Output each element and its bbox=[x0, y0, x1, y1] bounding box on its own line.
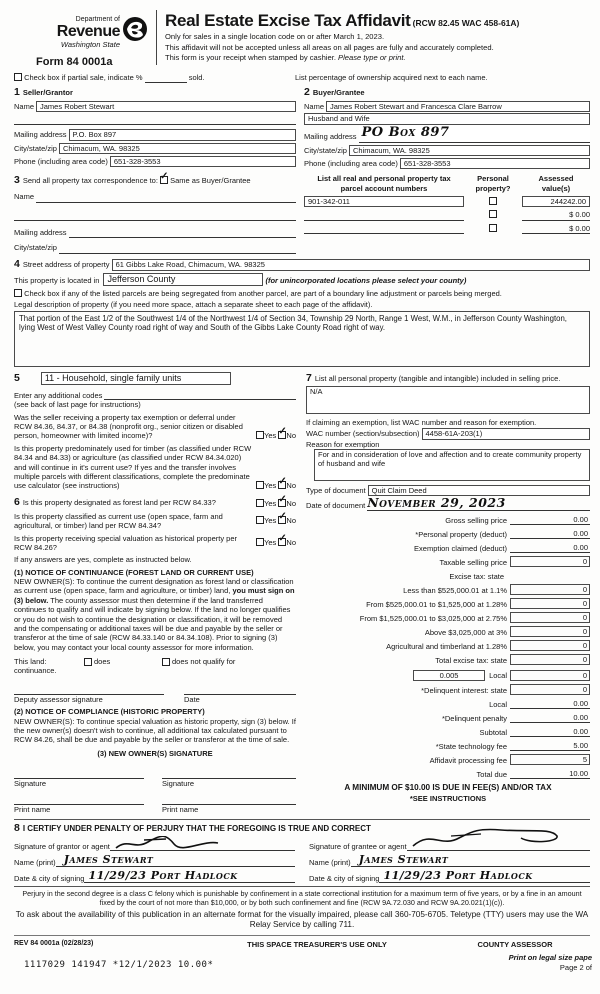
grantor-name-print-field[interactable]: James Stewart bbox=[56, 853, 295, 867]
section7-number: 7 bbox=[306, 371, 312, 384]
state-tech-fee-value[interactable]: 5.00 bbox=[510, 741, 590, 751]
section3-number: 3 bbox=[14, 174, 20, 187]
seller-name-label: Name bbox=[14, 101, 35, 111]
personal-deduct-value[interactable]: 0.00 bbox=[510, 529, 590, 539]
section3-text: Send all property tax correspondence to: bbox=[22, 176, 158, 186]
land-does-checkbox[interactable] bbox=[84, 658, 92, 666]
county-field[interactable]: Jefferson County bbox=[103, 273, 263, 286]
land-does-not-checkbox[interactable] bbox=[162, 658, 170, 666]
tier3-value[interactable]: 0 bbox=[510, 612, 590, 623]
form-header bbox=[14, 8, 590, 69]
grantor-date-city-field[interactable]: 11/29/23 Port Hadlock bbox=[84, 869, 295, 883]
additional-codes-field[interactable] bbox=[104, 391, 296, 400]
subtotal-value[interactable]: 0.00 bbox=[510, 727, 590, 737]
legal-description-label: Legal description of property (if you need more space, attach a separate sheet to each page of the affidavit). bbox=[14, 300, 373, 310]
exemption-deduct-value[interactable]: 0.00 bbox=[510, 543, 590, 553]
parcel2-number-field[interactable] bbox=[304, 212, 464, 221]
grantor-date-city-label: Date & city of signing bbox=[14, 873, 85, 883]
county-note: (for unincorporated locations please select your county) bbox=[265, 275, 467, 285]
total-excise-state-value[interactable]: 0 bbox=[510, 654, 590, 665]
print-name2-label: Print name bbox=[162, 805, 199, 815]
grantee-name-print-field[interactable]: James Stewart bbox=[351, 853, 590, 867]
notice-compliance-title: (2) NOTICE OF COMPLIANCE (HISTORIC PROPERTY) bbox=[14, 707, 205, 717]
local-tax-value[interactable]: 0 bbox=[510, 670, 590, 681]
type-of-document-field[interactable]: Quit Claim Deed bbox=[368, 485, 590, 496]
seller-mailing-label: Mailing address bbox=[14, 130, 67, 140]
buyer-name-field[interactable]: James Robert Stewart and Francesca Clare Barrow bbox=[326, 101, 590, 112]
form-number: Form 84 0001a bbox=[36, 55, 113, 68]
partial-sale-row bbox=[14, 73, 205, 82]
grantor-signature-label: Signature of grantor or agent bbox=[14, 841, 110, 851]
county-assessor-label: COUNTY ASSESSOR bbox=[477, 940, 553, 950]
buyer-city-label: City/state/zip bbox=[304, 145, 347, 155]
deputy-signature-field[interactable] bbox=[14, 686, 164, 695]
buyer-section bbox=[304, 86, 590, 170]
partial-sale-label: Check box if partial sale, indicate % bbox=[24, 73, 143, 83]
signature2-label: Signature bbox=[162, 779, 195, 789]
delinquent-penalty-value[interactable]: 0.00 bbox=[510, 713, 590, 723]
deputy-date-label: Date bbox=[184, 694, 200, 704]
cashier-stamp: 1117029 141947 *12/1/2023 10.00* bbox=[24, 959, 214, 970]
section5-number: 5 bbox=[14, 371, 20, 384]
section8-number: 8 bbox=[14, 821, 20, 834]
header-divider bbox=[156, 10, 157, 65]
form-title: Real Estate Excise Tax Affidavit bbox=[165, 11, 411, 30]
tier2-label: From $525,000.01 to $1,525,000 at 1.28% bbox=[366, 599, 507, 609]
section4-number: 4 bbox=[14, 257, 20, 270]
seller-city-label: City/state/zip bbox=[14, 143, 57, 153]
print-legal-note: Print on legal size pape bbox=[508, 953, 592, 963]
reason-for-exemption-label: Reason for exemption bbox=[306, 439, 380, 449]
parcel-col2-header: Personal property? bbox=[475, 174, 511, 193]
gross-selling-price-value[interactable]: 0.00 bbox=[510, 515, 590, 525]
parcel3-number-field[interactable] bbox=[304, 225, 464, 234]
buyer-mailing-label: Mailing address bbox=[304, 132, 357, 142]
grantee-date-city-field[interactable]: 11/29/23 Port Hadlock bbox=[379, 869, 590, 883]
local-rate-field[interactable]: 0.005 bbox=[413, 670, 485, 681]
form-revision: REV 84 0001a (02/28/23) bbox=[14, 940, 94, 948]
local2-label: Local bbox=[489, 699, 507, 709]
parcel-row bbox=[304, 224, 590, 234]
header-note-1: Only for sales in a single location code on or after March 1, 2023. bbox=[165, 32, 385, 42]
taxable-price-label: Taxable selling price bbox=[439, 557, 507, 567]
parcel-table bbox=[304, 174, 590, 253]
corr-city-field[interactable] bbox=[59, 245, 296, 254]
notice-compliance-text: NEW OWNER(S): To continue special valuation as historic property, sign (3) below. If the new owner(s) doesn't wish to continue, all additional tax calculated pursuant to RCW 84.26, shall be due and payable by the seller or transferor at the time of sale. bbox=[14, 716, 296, 745]
deputy-date-field[interactable] bbox=[184, 686, 296, 695]
form-title-rcw: (RCW 82.45 WAC 458-61A) bbox=[412, 18, 520, 28]
tax-correspondence-section bbox=[14, 171, 304, 253]
gross-selling-price-label: Gross selling price bbox=[445, 515, 507, 525]
parcel-col3-header: Assessed value(s) bbox=[538, 174, 574, 193]
delinquent-interest-value[interactable]: 0 bbox=[510, 684, 590, 695]
buyer-phone-field[interactable]: 651-328-3553 bbox=[400, 158, 590, 169]
grantee-date-city-label: Date & city of signing bbox=[309, 873, 380, 883]
q-exemption-no-checkbox[interactable]: ✓ bbox=[278, 426, 287, 438]
continuance-word: continuance. bbox=[14, 666, 57, 676]
tier1-label: Less than $525,000.01 at 1.1% bbox=[403, 585, 507, 595]
q-timber-no-checkbox[interactable]: ✓ bbox=[278, 476, 287, 488]
seller-phone-field[interactable]: 651-328-3553 bbox=[110, 156, 296, 167]
perjury-statement: Perjury in the second degree is a class C felony which is punishable by confinement in a state correctional institution for a maximum term of five years, or by a fine in an amount fixed by the court of not more than $10,000, or by both such confinement and fine (RCW 9A.72.030 and RCW 9A.20.021(1)(c)). bbox=[14, 886, 590, 907]
q-forest-yes-checkbox[interactable] bbox=[256, 499, 264, 507]
land-use-section bbox=[14, 372, 296, 385]
corr-city-label: City/state/zip bbox=[14, 243, 57, 253]
excise-tax-state-header: Excise tax: state bbox=[449, 571, 504, 581]
buyer-phone-label: Phone (including area code) bbox=[304, 158, 398, 168]
tier2-value[interactable]: 0 bbox=[510, 598, 590, 609]
timber-agriculture-question: Is this property predominately used for timber (as classified under RCW 84.34 and 84.33) or agriculture (as classified under RCW 84.34.020) and will continue in it's current use? If yes and the transfer involves multiple parcels with different classifications, complete the predominate use calculator (see instructions) Yes ✓ No bbox=[14, 443, 296, 491]
exemption-note: If claiming an exemption, list WAC number and reason for exemption. bbox=[306, 417, 537, 427]
segregated-checkbox[interactable] bbox=[14, 289, 22, 297]
header-note-3: This form is your receipt when stamped by cashier. Please type or print. bbox=[165, 53, 406, 63]
seller-phone-label: Phone (including area code) bbox=[14, 156, 108, 166]
located-in-label: This property is located in bbox=[14, 275, 100, 285]
parcel1-assessed-field[interactable]: 244242.00 bbox=[522, 196, 590, 207]
treasurer-use-label: THIS SPACE TREASURER'S USE ONLY bbox=[247, 940, 387, 950]
grantee-signature-label: Signature of grantee or agent bbox=[309, 841, 407, 851]
tier4-value[interactable]: 0 bbox=[510, 626, 590, 637]
personal-deduct-label: *Personal property (deduct) bbox=[415, 529, 507, 539]
q-historical-yes-checkbox[interactable] bbox=[256, 538, 264, 546]
accessibility-note: To ask about the availability of this publication in an alternate format for the visually impaired, please call 360-705-6705. Teletype (TTY) users may use the WA Relay Service by calling 711. bbox=[15, 909, 589, 930]
parcel3-assessed-field[interactable]: $ 0.00 bbox=[522, 224, 590, 234]
date-of-document-label: Date of document bbox=[306, 500, 366, 510]
agency-dept-text: Department of bbox=[75, 16, 120, 23]
revenue-swirl-logo-icon bbox=[122, 16, 148, 44]
seller-city-field[interactable]: Chimacum, WA. 98325 bbox=[59, 143, 296, 154]
grantor-signature-field[interactable] bbox=[110, 837, 295, 851]
seller-name-field[interactable]: James Robert Stewart bbox=[36, 101, 296, 112]
notice-continuance-text: NEW OWNER(S): To continue the current designation as forest land or classification as current use (open space, farm and agriculture, or timber) land, you must sign on (3) below. The county assessor must then determine if the land transferred continues to qualify and will indicate by signing below. If the land no longer qualifies or you do not wish to continue the designation or classification, it will be removed and the compensating or additional taxes will be due and payable by the seller or transferor at the time of sale (RCW 84.33.140 or 84.34.108). Prior to signing (3) below, you may contact your local county assessor for more information. bbox=[14, 577, 295, 652]
new-owner-signature-title: (3) NEW OWNER(S) SIGNATURE bbox=[97, 748, 213, 758]
street-address-label: Street address of property bbox=[22, 260, 110, 270]
corr-mailing-field[interactable] bbox=[69, 229, 296, 238]
corr-name-label: Name bbox=[14, 192, 35, 202]
minimum-due-note: A MINIMUM OF $10.00 IS DUE IN FEE(S) AND/OR TAX bbox=[344, 783, 552, 793]
local2-value[interactable]: 0.00 bbox=[510, 699, 590, 709]
certify-statement: I CERTIFY UNDER PENALTY OF PERJURY THAT THE FOREGOING IS TRUE AND CORRECT bbox=[22, 823, 371, 833]
section2-heading: Buyer/Grantee bbox=[312, 87, 365, 97]
new-owner-print2-field[interactable] bbox=[162, 796, 296, 805]
section2-number: 2 bbox=[304, 85, 310, 98]
tier1-value[interactable]: 0 bbox=[510, 584, 590, 595]
agricultural-label: Agricultural and timberland at 1.28% bbox=[386, 641, 507, 651]
grantee-signature-icon bbox=[411, 826, 561, 852]
land-qualify-row: This land: does does not qualify for bbox=[14, 657, 236, 667]
total-due-label: Total due bbox=[476, 769, 507, 779]
tier4-label: Above $3,025,000 at 3% bbox=[424, 627, 507, 637]
parcel-number-field[interactable]: 901-342-011 bbox=[304, 196, 464, 207]
same-as-buyer-label: Same as Buyer/Grantee bbox=[170, 176, 251, 186]
agency-logo-block bbox=[14, 8, 154, 69]
signature1-label: Signature bbox=[14, 779, 47, 789]
buyer-name-label: Name bbox=[304, 101, 325, 111]
corr-mailing-label: Mailing address bbox=[14, 227, 67, 237]
property-location-section bbox=[14, 258, 590, 367]
new-owner-print1-field[interactable] bbox=[14, 796, 144, 805]
taxable-price-value[interactable]: 0 bbox=[510, 556, 590, 567]
grantee-name-print-label: Name (print) bbox=[309, 857, 351, 867]
corr-name-field[interactable] bbox=[36, 194, 296, 203]
new-owner-signature2-field[interactable] bbox=[162, 770, 296, 779]
partial-sale-percent-field[interactable] bbox=[145, 74, 187, 83]
see-instructions-note: *SEE INSTRUCTIONS bbox=[409, 793, 487, 803]
parcel-row bbox=[304, 210, 590, 220]
q-currentuse-yes-checkbox[interactable] bbox=[256, 516, 264, 524]
section1-heading: Seller/Grantor bbox=[22, 87, 73, 97]
certification-section bbox=[14, 819, 590, 883]
processing-fee-value[interactable]: 5 bbox=[510, 754, 590, 765]
forest-land-question: 6 Is this property designated as forest land per RCW 84.33? Yes ✓ No bbox=[14, 494, 296, 509]
state-tech-fee-label: *State technology fee bbox=[435, 741, 507, 751]
agency-state: Washington State bbox=[60, 40, 120, 50]
agricultural-value[interactable]: 0 bbox=[510, 640, 590, 651]
ownership-note: List percentage of ownership acquired next to each name. bbox=[295, 73, 488, 83]
q-timber-yes-checkbox[interactable] bbox=[256, 481, 264, 489]
header-note-2: This affidavit will not be accepted unless all areas on all pages are fully and accurately completed. bbox=[165, 42, 494, 52]
seller-name2-field[interactable] bbox=[14, 115, 296, 125]
total-due-value[interactable]: 10.00 bbox=[510, 769, 590, 779]
same-as-buyer-checkbox[interactable]: ✓ bbox=[160, 171, 169, 183]
seller-mailing-field[interactable]: P.O. Box 897 bbox=[69, 129, 296, 140]
total-excise-state-label: Total excise tax: state bbox=[435, 655, 507, 665]
processing-fee-label: Affidavit processing fee bbox=[429, 755, 507, 765]
subtotal-label: Subtotal bbox=[479, 727, 507, 737]
page-number-note: Page 2 of bbox=[559, 962, 592, 972]
wac-number-field[interactable]: 4458-61A-203(1) bbox=[422, 428, 590, 439]
corr-name2-field[interactable] bbox=[14, 211, 296, 221]
tier3-label: From $1,525,000.01 to $3,025,000 at 2.75% bbox=[359, 613, 507, 623]
parcel-row bbox=[304, 196, 590, 207]
parcel-col1-header: List all real and personal property tax parcel account numbers bbox=[317, 174, 451, 193]
buyer-city-field[interactable]: Chimacum, WA. 98325 bbox=[349, 145, 590, 156]
historical-question: Is this property receiving special valuation as historical property per RCW 84.26? Yes ✓ No bbox=[14, 533, 296, 552]
delinquent-penalty-label: *Delinquent penalty bbox=[441, 713, 507, 723]
land-use-code-field[interactable]: 11 - Household, single family units bbox=[41, 372, 231, 385]
legal-description-field[interactable]: That portion of the East 1/2 of the Southwest 1/4 of the Northwest 1/4 of Section 34, Township 29 North, Range 1 West, W.M., in Jefferson County Washington, lying West of West Valley County road right of way and South of the Gibbs Lake County Road right of way. bbox=[14, 311, 590, 367]
see-back-note: (see back of last page for instructions) bbox=[14, 400, 141, 410]
personal-property-field[interactable]: N/A bbox=[306, 386, 590, 414]
exemption-deduct-label: Exemption claimed (deduct) bbox=[414, 543, 507, 553]
wac-number-label: WAC number (section/subsection) bbox=[306, 429, 420, 439]
deputy-signature-label: Deputy assessor signature bbox=[14, 694, 103, 704]
partial-sale-checkbox[interactable] bbox=[14, 73, 22, 81]
type-of-document-label: Type of document bbox=[306, 485, 366, 495]
current-use-question: Is this property classified as current use (open space, farm and agricultural, or timber) land per RCW 84.34? Yes ✓ No bbox=[14, 511, 296, 531]
new-owner-signature1-field[interactable] bbox=[14, 770, 144, 779]
delinquent-interest-label: *Delinquent interest: state bbox=[421, 685, 507, 695]
seller-section bbox=[14, 86, 304, 170]
parcel3-personal-checkbox[interactable] bbox=[489, 224, 497, 232]
q-exemption-yes-checkbox[interactable] bbox=[256, 431, 264, 439]
date-of-document-field[interactable]: November 29, 2023 bbox=[367, 495, 590, 512]
parcel2-assessed-field[interactable]: $ 0.00 bbox=[522, 210, 590, 220]
parcel2-personal-checkbox[interactable] bbox=[489, 210, 497, 218]
print-name1-label: Print name bbox=[14, 805, 51, 815]
segregated-note: Check box if any of the listed parcels are being segregated from another parcel, are part of a boundary line adjustment or parcels being merged. bbox=[24, 288, 502, 298]
local-label: Local bbox=[489, 670, 507, 680]
parcel1-personal-checkbox[interactable] bbox=[489, 197, 497, 205]
buyer-mailing-field[interactable]: PO Box 897 bbox=[359, 125, 590, 142]
grantor-name-print-label: Name (print) bbox=[14, 857, 56, 867]
grantor-signature-icon bbox=[114, 836, 224, 852]
if-any-yes-note: If any answers are yes, complete as instructed below. bbox=[14, 555, 192, 565]
grantee-signature-field[interactable] bbox=[407, 837, 590, 851]
section1-number: 1 bbox=[14, 85, 20, 98]
exemption-deferral-question: Was the seller receiving a property tax exemption or deferral under RCW 84.36, 84.37, or 84.38 (nonprofit org., senior citizen or disabled person, homeowner with limited income)? Yes ✓ No bbox=[14, 412, 296, 441]
partial-sale-suffix: sold. bbox=[188, 73, 205, 83]
additional-codes-label: Enter any additional codes bbox=[14, 390, 103, 400]
q-forest-no-checkbox[interactable]: ✓ bbox=[278, 494, 287, 506]
section7-intro: List all personal property (tangible and intangible) included in selling price. bbox=[314, 373, 561, 383]
q-historical-no-checkbox[interactable]: ✓ bbox=[278, 533, 287, 545]
street-address-field[interactable]: 61 Gibbs Lake Road, Chimacum, WA. 98325 bbox=[112, 259, 590, 270]
reason-for-exemption-field[interactable]: For and in consideration of love and affection and to create community property of husband and wife bbox=[314, 449, 590, 481]
q-currentuse-no-checkbox[interactable]: ✓ bbox=[278, 511, 287, 523]
notice-continuance-title: (1) NOTICE OF CONTINUANCE (FOREST LAND OR CURRENT USE) bbox=[14, 567, 254, 577]
personal-property-section bbox=[306, 372, 590, 385]
agency-name: Revenue bbox=[56, 22, 120, 40]
buyer-name2-field[interactable]: Husband and Wife bbox=[304, 113, 590, 124]
